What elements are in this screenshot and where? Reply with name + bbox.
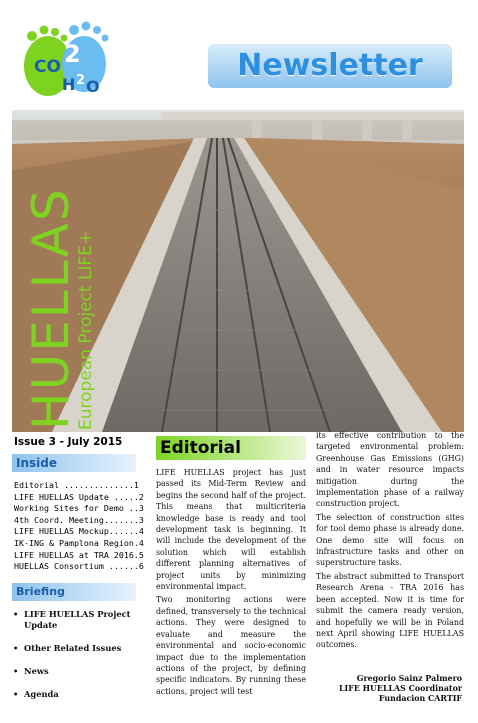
svg-text:CO: CO <box>34 57 61 77</box>
table-of-contents <box>14 480 144 573</box>
toc-item[interactable]: LIFE HUELLAS Update .....2 <box>14 491 144 502</box>
toc-item[interactable]: IK-ING & Pamplona Region.4 <box>14 537 144 548</box>
editorial-paragraph: The abstract submitted to Transport Research Arena - TRA 2016 has been accepted. Now it is time for submit the camera ready version, and hopefully we will be in Poland next April showing LIFE HUELLAS outcomes. <box>316 571 464 650</box>
editorial-paragraph: The selection of construction sites for tool demo phase is already done. One demo site will focus on infrastructure tasks and other on superstructure tasks. <box>316 512 464 568</box>
inside-heading: Inside <box>12 454 136 472</box>
editorial-paragraph: Two monitoring actions were defined, transversely to the technical actions. They were designed to evaluate and measure the environmental and socio-economic impact due to the implementation actions of the project, by defining specific indicators. By running these actions, project will test <box>156 595 306 696</box>
newsletter-banner <box>208 44 452 88</box>
editorial-column-1 <box>156 467 306 699</box>
editorial-heading: Editorial <box>160 438 241 458</box>
co2-h2o-footprint-logo <box>12 14 122 104</box>
toc-item[interactable]: HUELLAS Consortium ......6 <box>14 561 144 572</box>
editorial-signature <box>316 674 462 705</box>
vertical-project-title: HUELLAS <box>22 187 80 430</box>
newsletter-title: Newsletter <box>237 48 423 83</box>
svg-text:O: O <box>86 77 100 96</box>
signature-name: Gregorio Sainz Palmero <box>356 674 462 683</box>
briefing-item[interactable]: • LIFE HUELLAS Project Update <box>12 609 142 631</box>
editorial-column-2 <box>316 430 464 653</box>
signature-organization: Fundacion CARTIF <box>378 694 462 704</box>
toc-item[interactable]: Working Sites for Demo ..3 <box>14 503 144 514</box>
toc-item[interactable]: LIFE HUELLAS at TRA 2016.5 <box>14 549 144 560</box>
svg-text:2: 2 <box>76 73 86 88</box>
vertical-project-subtitle: European Project LIFE+ <box>76 230 96 430</box>
briefing-item[interactable]: • News <box>12 666 142 677</box>
editorial-paragraph: LIFE HUELLAS project has just passed its Mid-Term Review and begins the second half of the project. This means that multicriteria knowledge base is ready and tool development task is beginning. It will include the development of the solution which will establish different planning alternatives of project units by minimizing environmental impact. <box>156 468 306 592</box>
briefing-item[interactable]: • Agenda <box>12 689 142 700</box>
briefing-heading: Briefing <box>12 583 136 601</box>
toc-item[interactable]: Editorial ..............1 <box>14 480 139 490</box>
briefing-list <box>12 609 142 712</box>
editorial-paragraph: its effective contribution to the targeted environmental problem: Greenhouse Gas Emissions (GHG) and in water resource impacts mitigation during the implementation phase of a railway construction project. <box>316 431 464 509</box>
toc-item[interactable]: LIFE HUELLAS Mockup......4 <box>14 526 144 537</box>
signature-role: LIFE HUELLAS Coordinator <box>338 684 462 694</box>
svg-text:H: H <box>62 75 76 94</box>
svg-text:2: 2 <box>64 40 81 68</box>
issue-line: Issue 3 - July 2015 <box>14 436 123 448</box>
toc-item[interactable]: 4th Coord. Meeting.......3 <box>14 514 144 525</box>
briefing-item[interactable]: • Other Related Issues <box>12 643 142 654</box>
editorial-heading-bar <box>156 436 306 460</box>
